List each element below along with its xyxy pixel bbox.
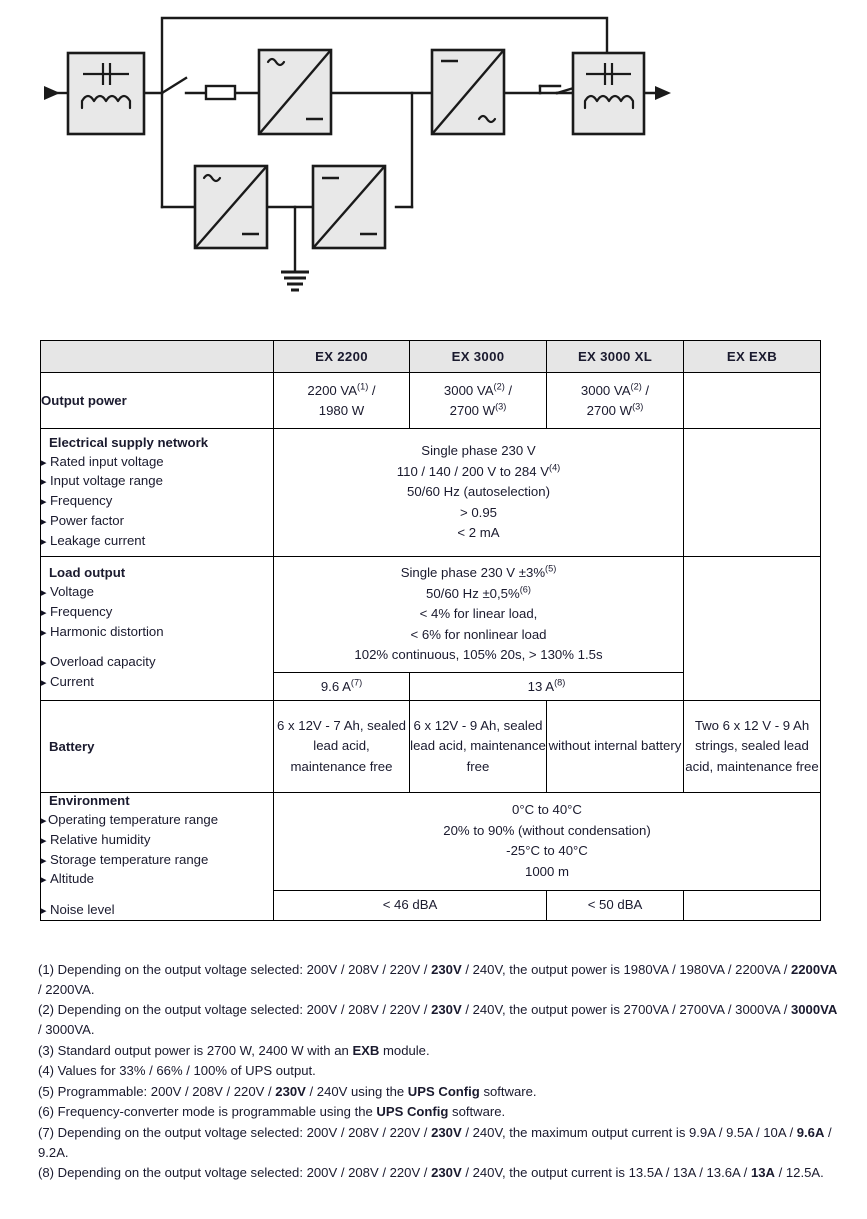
value-line: 13 A [527, 678, 555, 694]
footnote-4: (4) Values for 33% / 66% / 100% of UPS output. [38, 1063, 316, 1079]
value-line: < 4% for linear load, [419, 606, 538, 622]
value-line: < 6% for nonlinear load [410, 626, 547, 642]
footnote-1: (1) Depending on the output voltage selected: 200V / 208V / 220V / 230V / 240V, the output power is 1980VA / 1980VA / 2200VA / 2200VA / 2200VA. [38, 962, 838, 997]
fuse-symbol [206, 86, 235, 99]
cell-battery-ex3000xl: without internal battery [547, 701, 684, 793]
footnote-3: (3) Standard output power is 2700 W, 2400 W with an EXB module. [38, 1042, 430, 1058]
item-label: Overload capacity [50, 654, 156, 670]
cell-electrical-supply-exexb [684, 429, 821, 557]
input-arrow [44, 86, 60, 100]
footnote-ref: (7) [350, 677, 363, 688]
footnote-ref: (4) [549, 462, 561, 473]
item-label: Noise level [50, 902, 115, 918]
triangle-bullet-icon: ▸ [41, 874, 47, 887]
spacer [41, 889, 273, 900]
spec-table [40, 340, 821, 921]
triangle-bullet-icon: ▸ [41, 476, 47, 489]
cell-environment-values [274, 793, 821, 891]
value-line: Single phase 230 V ±3% [400, 565, 546, 581]
triangle-bullet-icon: ▸ [41, 657, 47, 670]
spec-item [41, 622, 273, 642]
triangle-bullet-icon: ▸ [41, 854, 47, 867]
table-header-row [41, 341, 821, 373]
triangle-bullet-icon: ▸ [41, 515, 47, 528]
item-label: Frequency [50, 493, 113, 509]
item-label: Relative humidity [50, 831, 151, 847]
footnote-ref: (3) [632, 401, 644, 412]
cell-output-power-ex3000 [410, 373, 547, 429]
footnote-7: (7) Depending on the output voltage selected: 200V / 208V / 220V / 230V / 240V, the maximum output current is 9.9A / 9.5A / 10A / 9.6A / 9.2A. [38, 1125, 832, 1160]
triangle-bullet-icon: ▸ [41, 456, 47, 469]
footnote-ref: (3) [495, 401, 507, 412]
label-environment [41, 793, 274, 921]
cell-noise-ex2200: < 46 dBA [274, 890, 547, 920]
cell-current-ex2200 [274, 673, 410, 701]
battery-charger-block [195, 166, 267, 248]
spec-item [41, 810, 273, 830]
bypass-switch [162, 78, 186, 93]
cell-battery-ex3000: 6 x 12V - 9 Ah, sealed lead acid, maintenance free [410, 701, 547, 793]
triangle-bullet-icon: ▸ [41, 905, 47, 918]
item-label: Power factor [50, 512, 125, 528]
item-label: Leakage current [50, 532, 146, 548]
spec-item [41, 672, 273, 692]
header-ex2200: EX 2200 [274, 341, 410, 373]
value-line: < 2 mA [457, 525, 500, 541]
cell-battery-ex2200: 6 x 12V - 7 Ah, sealed lead acid, maintenance free [274, 701, 410, 793]
spec-item [41, 511, 273, 531]
output-power-label: Output power [41, 393, 127, 408]
ups-block-diagram [0, 0, 867, 320]
triangle-bullet-icon: ▸ [41, 677, 47, 690]
value-line-1: 3000 VA [443, 382, 494, 398]
item-label: Operating temperature range [48, 812, 219, 827]
input-filter-block [68, 53, 144, 134]
label-output-power [41, 373, 274, 429]
spec-item-noise [41, 900, 273, 920]
triangle-bullet-icon: ▸ [41, 815, 47, 827]
triangle-bullet-icon: ▸ [41, 606, 47, 619]
footnote-ref: (2) [630, 381, 642, 392]
spec-item [41, 582, 273, 602]
item-label: Input voltage range [50, 473, 163, 489]
output-arrow [655, 86, 671, 100]
cell-noise-ex3000xl: < 50 dBA [547, 890, 684, 920]
footnote-5: (5) Programmable: 200V / 208V / 220V / 230V / 240V using the UPS Config software. [38, 1083, 537, 1099]
spec-item [41, 452, 273, 472]
output-filter-block [573, 53, 644, 134]
footnote-6: (6) Frequency-converter mode is programmable using the UPS Config software. [38, 1104, 506, 1120]
item-label: Rated input voltage [50, 453, 164, 469]
inverter-dc-ac-block [432, 50, 504, 134]
spec-item [41, 850, 273, 870]
cell-output-power-exexb [684, 373, 821, 429]
earth-ground-icon [281, 272, 309, 290]
group-title: Environment [49, 793, 130, 808]
table-row-electrical-supply [41, 429, 821, 557]
table-row-output-power [41, 373, 821, 429]
triangle-bullet-icon: ▸ [41, 587, 47, 599]
value-line: 0°C to 40°C [512, 802, 582, 818]
header-ex3000: EX 3000 [410, 341, 547, 373]
triangle-bullet-icon: ▸ [41, 535, 47, 548]
header-exexb: EX EXB [684, 341, 821, 373]
triangle-bullet-icon: ▸ [41, 626, 47, 639]
triangle-bullet-icon: ▸ [41, 496, 47, 509]
spec-item [41, 491, 273, 511]
dc-dc-converter-block [313, 166, 385, 248]
value-line-1: 2200 VA [307, 382, 358, 398]
table-row-battery [41, 701, 821, 793]
block-diagram-svg [0, 0, 867, 320]
table-row-load-output [41, 557, 821, 673]
footnote-ref: (5) [545, 563, 557, 574]
footnote-2: (2) Depending on the output voltage selected: 200V / 208V / 220V / 230V / 240V, the output power is 2700VA / 2700VA / 3000VA / 3000VA / 3000VA. [38, 1002, 838, 1037]
cell-load-output-values [274, 557, 684, 673]
value-line: -25°C to 40°C [506, 843, 588, 859]
spacer [41, 641, 273, 652]
label-electrical-supply [41, 429, 274, 557]
footnote-ref: (6) [519, 584, 531, 595]
bypass-line [162, 18, 607, 93]
value-line: 110 / 140 / 200 V to 284 V [396, 463, 550, 479]
specifications-table [40, 340, 820, 921]
battery-label: Battery [49, 739, 95, 754]
footnote-ref: (8) [554, 677, 566, 688]
cell-output-power-ex3000xl [547, 373, 684, 429]
item-label: Altitude [50, 871, 94, 887]
item-label: Frequency [50, 603, 113, 619]
footnote-8: (8) Depending on the output voltage selected: 200V / 208V / 220V / 230V / 240V, the output current is 13.5A / 13A / 13.6A / 13A / 12.5A. [38, 1165, 824, 1181]
value-line-1: 3000 VA [580, 382, 631, 398]
value-line: 9.6 A [320, 678, 351, 694]
table-row-environment [41, 793, 821, 891]
value-sep: / [504, 382, 513, 398]
footnotes-block [38, 960, 838, 1184]
spec-item [41, 652, 273, 672]
label-battery [41, 701, 274, 793]
spec-item [41, 602, 273, 622]
item-label: Voltage [50, 584, 94, 599]
cell-noise-exexb [684, 890, 821, 920]
value-line: 50/60 Hz ±0,5% [426, 585, 520, 601]
spec-item [41, 869, 273, 889]
value-line: > 0.95 [459, 504, 498, 520]
triangle-bullet-icon: ▸ [41, 834, 47, 847]
rectifier-ac-dc-block [259, 50, 331, 134]
cell-electrical-supply-values [274, 429, 684, 557]
header-blank [41, 341, 274, 373]
value-line: 102% continuous, 105% 20s, > 130% 1.5s [354, 647, 603, 663]
label-load-output [41, 557, 274, 701]
value-line-2: 1980 W [318, 402, 365, 418]
cell-load-output-exexb [684, 557, 821, 701]
value-line: 50/60 Hz (autoselection) [407, 484, 550, 500]
value-line-2: 2700 W [586, 402, 633, 418]
item-label: Current [50, 674, 94, 690]
cell-battery-exexb: Two 6 x 12 V - 9 Ah strings, sealed lead acid, maintenance free [684, 701, 821, 793]
cell-current-ex3000 [410, 673, 684, 701]
value-line-2: 2700 W [449, 402, 496, 418]
footnote-ref: (1) [357, 381, 369, 392]
spec-item [41, 830, 273, 850]
cell-output-power-ex2200 [274, 373, 410, 429]
spec-item [41, 531, 273, 551]
item-label: Harmonic distortion [50, 623, 164, 639]
value-sep: / [368, 382, 376, 398]
group-title: Electrical supply network [49, 434, 209, 450]
footnote-ref: (2) [493, 381, 505, 392]
value-line: 1000 m [525, 863, 569, 879]
header-ex3000xl: EX 3000 XL [547, 341, 684, 373]
value-sep: / [641, 382, 650, 398]
value-line: Single phase 230 V [421, 443, 536, 459]
spec-item [41, 471, 273, 491]
group-title: Load output [49, 565, 126, 580]
item-label: Storage temperature range [50, 851, 209, 867]
value-line: 20% to 90% (without condensation) [443, 822, 651, 838]
